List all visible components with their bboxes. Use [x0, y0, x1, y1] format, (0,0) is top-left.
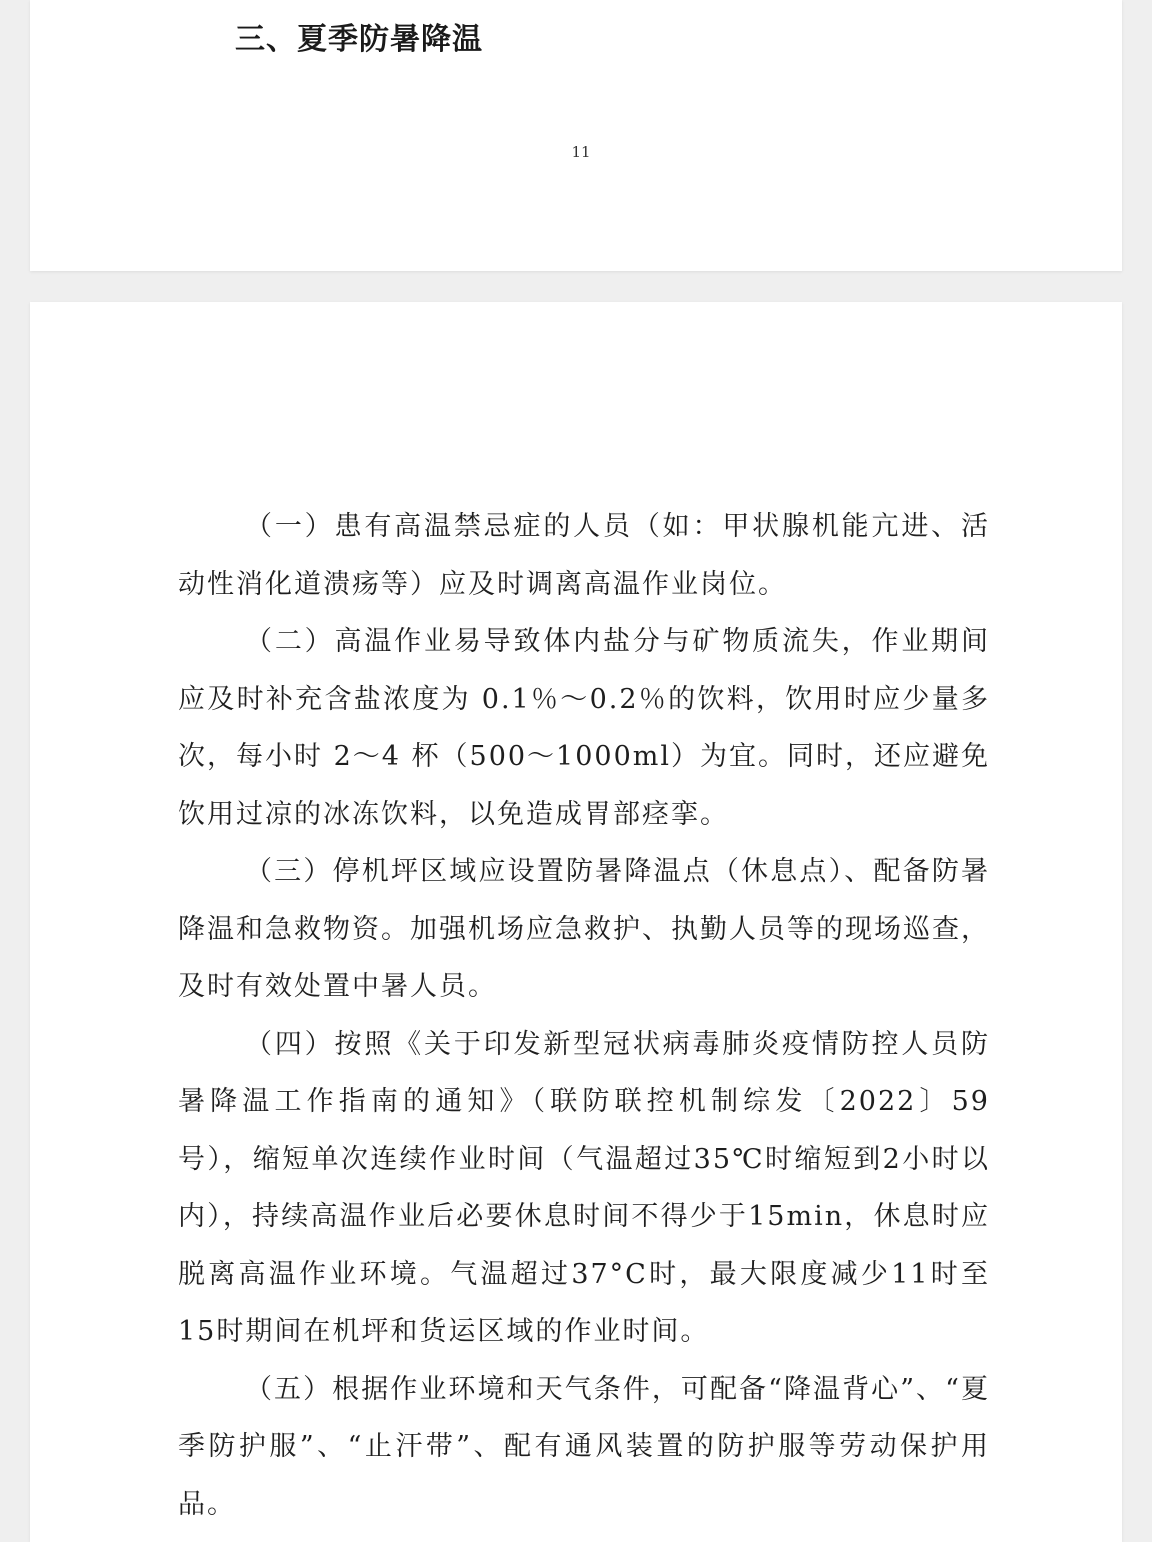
- paragraph-3: （三）停机坪区域应设置防暑降温点（休息点）、配备防暑降温和急救物资。加强机场应急救护、执勤人员等的现场巡查，及时有效处置中暑人员。: [178, 856, 990, 1002]
- document-page-top: [30, 0, 1122, 271]
- document-page-bottom: [30, 302, 1122, 1542]
- page-number: 11: [571, 143, 591, 161]
- paragraph-5: （五）根据作业环境和天气条件，可配备“降温背心”、“夏季防护服”、“止汗带”、配有通风装置的防护服等劳动保护用品。: [178, 1373, 990, 1520]
- paragraph-1: （一）患有高温禁忌症的人员（如：甲状腺机能亢进、活动性消化道溃疡等）应及时调离高温作业岗位。: [178, 511, 990, 600]
- paragraph-4: （四）按照《关于印发新型冠状病毒肺炎疫情防控人员防暑降温工作指南的通知》（联防联控机制综发〔2022〕59号），缩短单次连续作业时间（气温超过35℃时缩短到2小时以内），持续高温作业后必要休息时间不得少于15min，休息时应脱离高温作业环境。气温超过37°C时，最大限度减少11时至15时期间在机坪和货运区域的作业时间。: [178, 1028, 990, 1347]
- paragraph-2: （二）高温作业易导致体内盐分与矿物质流失，作业期间应及时补充含盐浓度为 0.1％～0.2％的饮料，饮用时应少量多次，每小时 2～4 杯（500～1000ml）为宜。同时，还应避免饮用过凉的冰冻饮料，以免造成胃部痉挛。: [178, 626, 991, 830]
- section-heading: 三、夏季防暑降温: [235, 22, 483, 57]
- body-text: [178, 498, 990, 1533]
